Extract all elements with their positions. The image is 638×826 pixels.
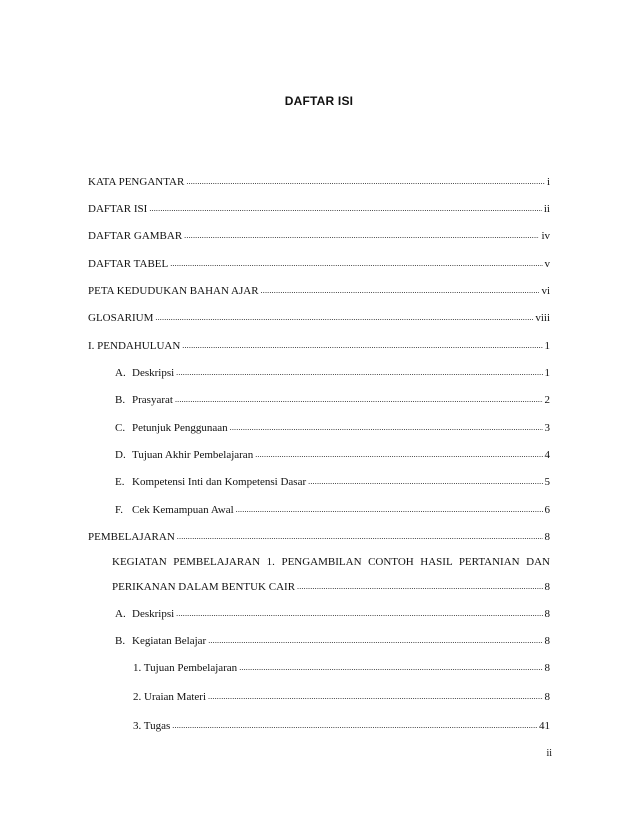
- toc-label: DAFTAR ISI: [88, 203, 148, 215]
- toc-entry-kata-pengantar[interactable]: [88, 175, 550, 190]
- toc-entry-petunjuk[interactable]: [115, 421, 550, 436]
- leader-dots: [255, 448, 542, 462]
- toc-label-text: Prasyarat: [132, 394, 173, 406]
- toc-label: DAFTAR GAMBAR: [88, 230, 183, 242]
- toc-label: PERIKANAN DALAM BENTUK CAIR: [112, 581, 296, 593]
- toc-entry-kegiatan-line2[interactable]: [112, 580, 550, 595]
- toc-label: I. PENDAHULUAN: [88, 340, 181, 352]
- toc-label-text: Tujuan Akhir Pembelajaran: [132, 449, 254, 461]
- toc-entry-daftar-isi[interactable]: [88, 202, 550, 217]
- leader-dots: [261, 284, 540, 298]
- page-title: DAFTAR ISI: [284, 94, 354, 108]
- toc-prefix: B.: [115, 394, 126, 406]
- toc-prefix: E.: [115, 476, 125, 488]
- toc-label: [115, 634, 206, 648]
- toc-entry-tujuan-akhir[interactable]: [115, 448, 550, 463]
- toc-label: [115, 366, 174, 380]
- toc-page-number: 1: [544, 340, 550, 352]
- toc-label: [115, 421, 228, 435]
- toc-label-text: Petunjuk Penggunaan: [132, 422, 228, 434]
- toc-entry-kegiatan-line1[interactable]: KEGIATAN PEMBELAJARAN 1. PENGAMBILAN CONTOH HASIL PERTANIAN DAN: [112, 556, 550, 568]
- toc-page-number: ii: [543, 203, 550, 215]
- leader-dots: [239, 661, 542, 675]
- toc-entry-pembelajaran[interactable]: [88, 530, 550, 545]
- toc-page-number: i: [546, 176, 550, 188]
- toc-label: PEMBELAJARAN: [88, 531, 175, 543]
- toc-entry-daftar-gambar[interactable]: [88, 229, 550, 244]
- toc-page-number: 41: [539, 720, 550, 732]
- toc-entry-uraian-materi[interactable]: [133, 690, 550, 705]
- toc-label: GLOSARIUM: [88, 312, 154, 324]
- leader-dots: [308, 475, 542, 489]
- toc-entry-cek-kemampuan[interactable]: [115, 503, 550, 518]
- toc-page-number: 6: [544, 504, 550, 516]
- toc-page-number: 8: [544, 581, 550, 593]
- leader-dots: [297, 580, 542, 594]
- toc-prefix: D.: [115, 449, 126, 461]
- leader-dots: [184, 229, 539, 243]
- toc-page-number: 1: [544, 367, 550, 379]
- toc-label: [115, 607, 174, 621]
- toc-label: [115, 475, 306, 489]
- leader-dots: [186, 175, 545, 189]
- toc-page-number: 8: [544, 662, 550, 674]
- toc-entry-peta-kedudukan[interactable]: [88, 284, 550, 299]
- leader-dots: [176, 607, 542, 621]
- toc-label: PETA KEDUDUKAN BAHAN AJAR: [88, 285, 259, 297]
- toc-page-number: vi: [541, 285, 550, 297]
- toc-label-text: Deskripsi: [132, 608, 175, 620]
- toc-entry-kegiatan-belajar[interactable]: [115, 634, 550, 649]
- leader-dots: [230, 421, 543, 435]
- toc-label-text: Cek Kemampuan Awal: [132, 504, 234, 516]
- toc-entry-kegiatan-deskripsi[interactable]: [115, 607, 550, 622]
- toc-label: KATA PENGANTAR: [88, 176, 185, 188]
- leader-dots: [172, 719, 537, 733]
- toc-page-number: 5: [544, 476, 550, 488]
- leader-dots: [208, 690, 543, 704]
- page-number-footer: ii: [546, 748, 552, 759]
- toc-label-text: Kompetensi Inti dan Kompetensi Dasar: [132, 476, 307, 488]
- leader-dots: [182, 339, 542, 353]
- toc-entry-kompetensi[interactable]: [115, 475, 550, 490]
- toc-entry-tujuan-pembelajaran[interactable]: [133, 661, 550, 676]
- toc-page-number: viii: [535, 312, 550, 324]
- toc-page-number: v: [544, 258, 550, 270]
- toc-page-number: 4: [544, 449, 550, 461]
- toc-label: 2. Uraian Materi: [133, 691, 206, 703]
- toc-page-number: 8: [544, 608, 550, 620]
- toc-page-number: 2: [544, 394, 550, 406]
- leader-dots: [175, 393, 543, 407]
- toc-entry-deskripsi[interactable]: [115, 366, 550, 381]
- leader-dots: [208, 634, 542, 648]
- toc-page-number: iv: [541, 230, 550, 242]
- toc-entry-pendahuluan[interactable]: [88, 339, 550, 354]
- leader-dots: [149, 202, 542, 216]
- leader-dots: [177, 530, 543, 544]
- leader-dots: [176, 366, 542, 380]
- toc-entry-prasyarat[interactable]: [115, 393, 550, 408]
- toc-prefix: A.: [115, 367, 126, 379]
- toc-prefix: F.: [115, 504, 123, 516]
- toc-label: [115, 393, 173, 407]
- leader-dots: [236, 503, 543, 517]
- leader-dots: [170, 257, 542, 271]
- toc-prefix: B.: [115, 635, 126, 647]
- toc-page-number: 8: [544, 691, 550, 703]
- toc-label: 3. Tugas: [133, 720, 171, 732]
- toc-page-number: 8: [544, 531, 550, 543]
- toc-label: [115, 448, 253, 462]
- toc-page-number: 8: [544, 635, 550, 647]
- toc-label: DAFTAR TABEL: [88, 258, 169, 270]
- toc-label-text: Kegiatan Belajar: [132, 635, 207, 647]
- toc-entry-tugas[interactable]: [133, 719, 550, 734]
- toc-entry-daftar-tabel[interactable]: [88, 257, 550, 272]
- toc-prefix: A.: [115, 608, 126, 620]
- toc-entry-glosarium[interactable]: [88, 311, 550, 326]
- leader-dots: [155, 311, 533, 325]
- toc-label: 1. Tujuan Pembelajaran: [133, 662, 238, 674]
- toc-prefix: C.: [115, 422, 126, 434]
- toc-label: [115, 503, 234, 517]
- toc-page-number: 3: [544, 422, 550, 434]
- toc-label-text: Deskripsi: [132, 367, 175, 379]
